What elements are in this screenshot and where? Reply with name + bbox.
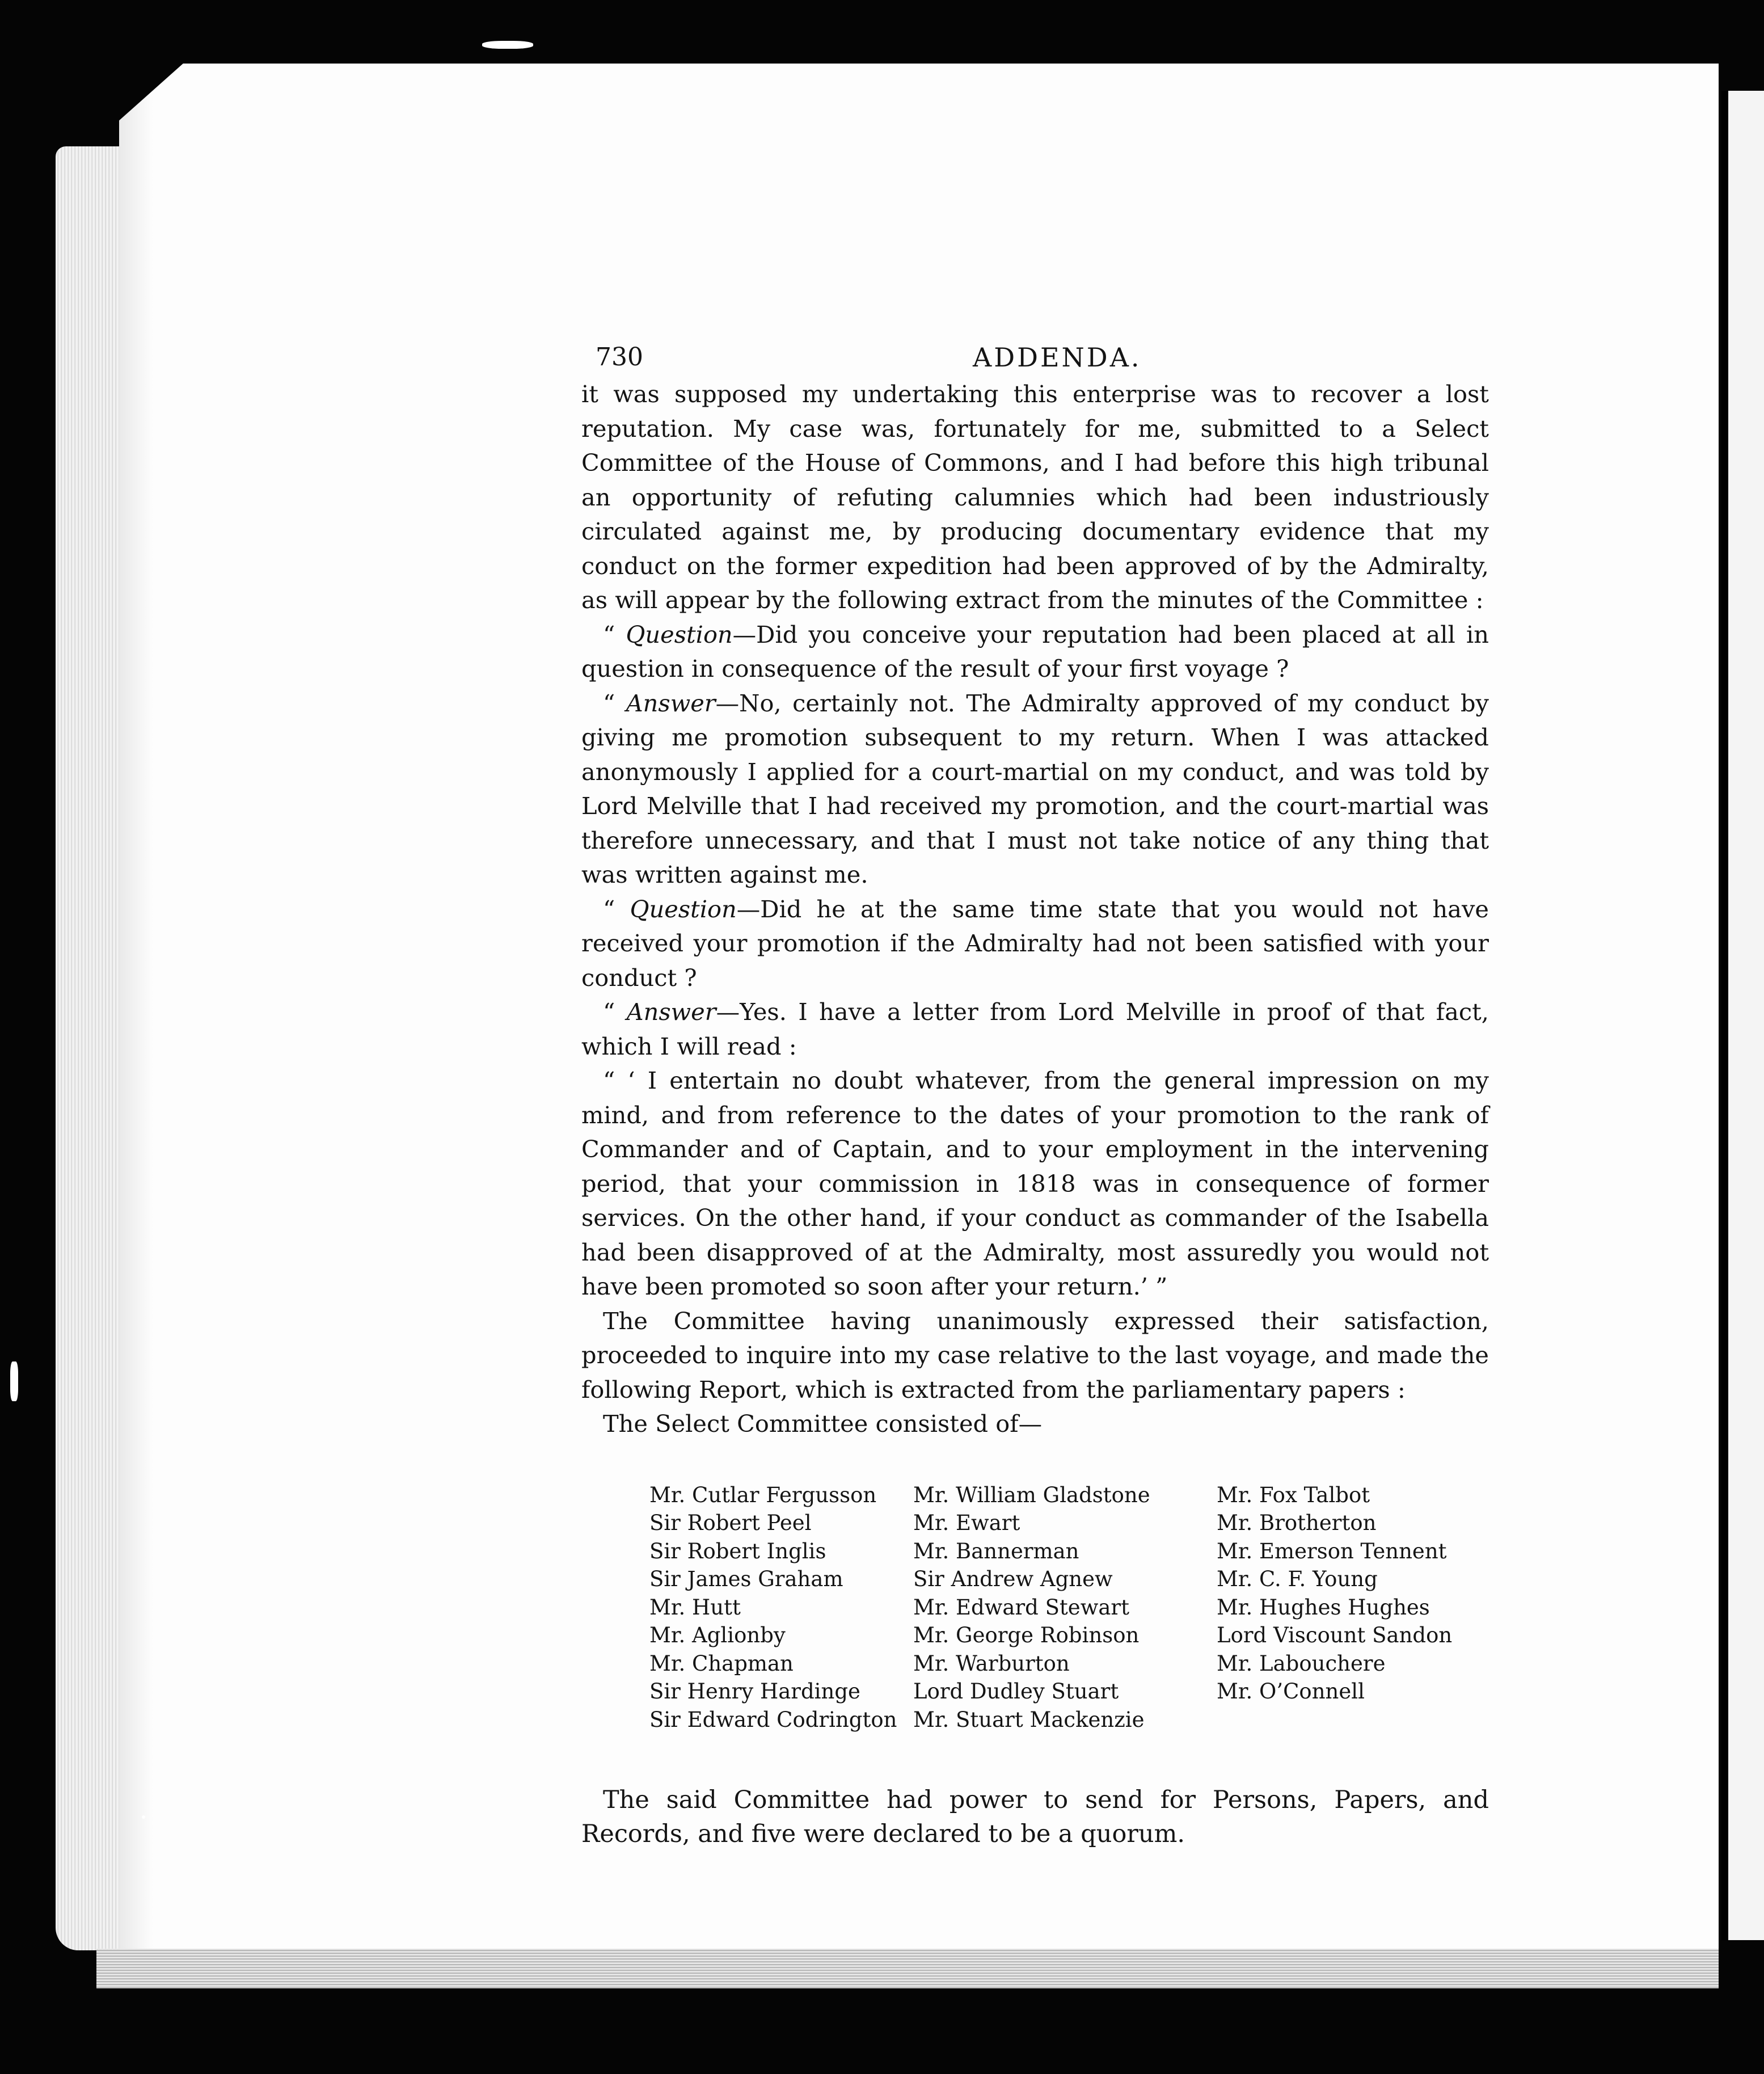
page-text-block [581, 332, 1489, 1875]
member-name: Mr. Cutlar Fergusson [649, 1482, 877, 1507]
page-number: 730 [596, 343, 643, 372]
open-quote: “ [603, 895, 630, 923]
member-name: Mr. Ewart [913, 1511, 1020, 1535]
member-name: Mr. Labouchere [1217, 1651, 1386, 1676]
member-name: Mr. George Robinson [913, 1623, 1140, 1647]
member-name: Mr. Brotherton [1217, 1511, 1377, 1535]
member-name: Mr. Stuart Mackenzie [913, 1707, 1145, 1732]
committee-intro: The Select Committee consisted of— [603, 1410, 1043, 1438]
opening-paragraph: it was supposed my undertaking this enterprise was to recover a lost reputation. My case was, fortunately for me, submitted to a Select Committee of the House of Commons, and I had before this high tribunal an opportunity of refuting calumnies which had been industriously circulated against me, by producing documentary evidence that my conduct on the former expedition had been approved of by the Admiralty, as will appear by the following extract from the minutes of the Committee : [581, 380, 1489, 614]
facing-page-edge [1721, 91, 1764, 1940]
member-name: Sir Edward Codrington [649, 1707, 897, 1732]
member-name: Mr. William Gladstone [913, 1482, 1150, 1507]
question-label: Question [626, 620, 733, 648]
members-column-1 [649, 1481, 897, 1734]
member-name: Mr. C. F. Young [1217, 1567, 1378, 1591]
scan-speck [10, 1361, 18, 1401]
page-header [581, 332, 1489, 377]
scan-speck [482, 41, 533, 49]
scan-speck [142, 1815, 145, 1819]
page-gutter-shadow [119, 64, 153, 1961]
member-name: Sir Robert Peel [649, 1511, 812, 1535]
committee-members-list [581, 1481, 1489, 1748]
answer-2 [581, 995, 1489, 1064]
member-name: Mr. Edward Stewart [913, 1595, 1129, 1620]
member-name: Lord Dudley Stuart [913, 1679, 1119, 1704]
closing-paragraph: The said Committee had power to send for Persons, Papers, and Records, and five were declared to be a quorum. [581, 1785, 1489, 1848]
member-name: Mr. Hughes Hughes [1217, 1595, 1430, 1620]
member-name: Sir James Graham [649, 1567, 843, 1591]
member-name: Mr. Warburton [913, 1651, 1070, 1676]
member-name: Mr. Aglionby [649, 1623, 786, 1647]
member-name: Sir Henry Hardinge [649, 1679, 860, 1704]
member-name: Mr. Hutt [649, 1595, 741, 1620]
member-name: Mr. Bannerman [913, 1538, 1079, 1563]
answer-label: Answer [626, 689, 716, 717]
answer-text: —Yes. I have a letter from Lord Melville in proof of that fact, which I will read : [581, 998, 1489, 1060]
melville-letter-quote: “ ‘ I entertain no doubt whatever, from the general impression on my mind, and from reference to the dates of your promotion to the rank of Commander and of Captain, and to your employment in the intervening period, that your commission in 1818 was in consequence of former services. On the other hand, if your conduct as commander of the Isabella had been disapproved of at the Admiralty, most assuredly you would not have been promoted so soon after your return.’ ” [581, 1066, 1489, 1300]
open-quote: “ [603, 689, 626, 717]
committee-paragraph: The Committee having unanimously expressed their satisfaction, proceeded to inquire into my case relative to the last voyage, and made the following Report, which is extracted from the parliamentary papers : [581, 1306, 1489, 1403]
answer-text: —No, certainly not. The Admiralty approved of my conduct by giving me promotion subsequent to my return. When I was attacked anonymously I applied for a court-martial on my conduct, and was told by Lord Melville that I had received my promotion, and the court-martial was therefore unnecessary, and that I must not take notice of any thing that was written against me. [581, 689, 1489, 888]
page-bottom-edge [96, 1949, 1719, 1988]
question-text: —Did he at the same time state that you would not have received your promotion if the Admiralty had not been satisfied with your conduct ? [581, 895, 1489, 992]
member-name: Sir Robert Inglis [649, 1538, 826, 1563]
question-2 [581, 892, 1489, 996]
question-1 [581, 618, 1489, 686]
running-title: ADDENDA. [973, 342, 1142, 373]
members-column-2 [913, 1481, 1150, 1734]
member-name: Lord Viscount Sandon [1217, 1623, 1453, 1647]
question-text: —Did you conceive your reputation had been placed at all in question in consequence of the result of your first voyage ? [581, 620, 1489, 682]
answer-1 [581, 686, 1489, 892]
open-quote: “ [603, 620, 626, 648]
answer-label: Answer [626, 998, 716, 1026]
members-column-3 [1217, 1481, 1452, 1706]
question-label: Question [630, 895, 737, 923]
member-name: Mr. O’Connell [1217, 1679, 1365, 1704]
member-name: Mr. Chapman [649, 1651, 794, 1676]
member-name: Mr. Fox Talbot [1217, 1482, 1370, 1507]
member-name: Sir Andrew Agnew [913, 1567, 1113, 1591]
member-name: Mr. Emerson Tennent [1217, 1538, 1447, 1563]
open-quote: “ [603, 998, 627, 1026]
